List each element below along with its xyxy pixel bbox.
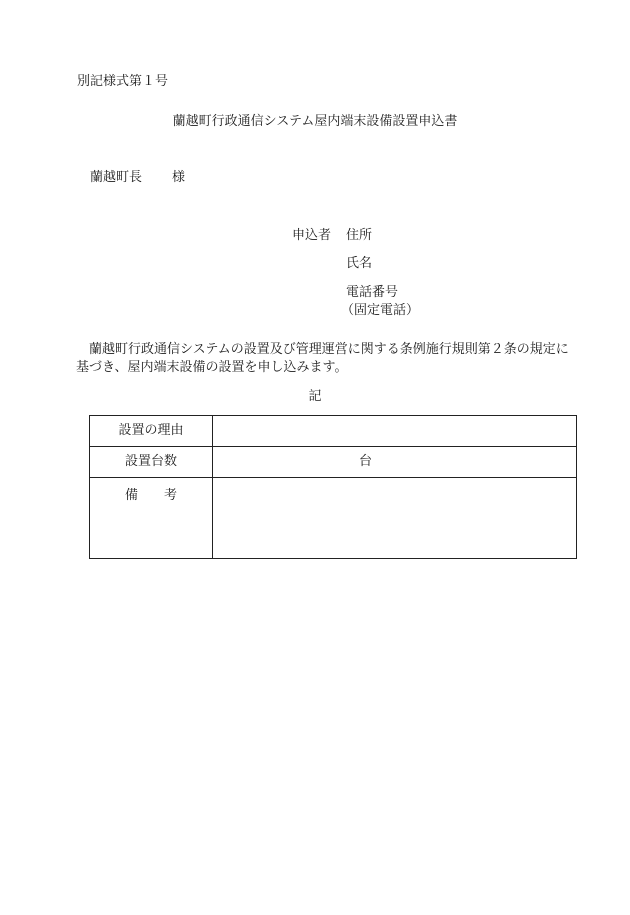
addressee [90, 170, 185, 186]
items-table [89, 415, 577, 559]
addressee-name: 蘭越町長 [90, 170, 143, 185]
phone-note: （固定電話） [341, 303, 420, 318]
document-title: 蘭越町行政通信システム屋内端末設備設置申込書 [172, 114, 458, 129]
phone-label: 電話番号 [346, 285, 399, 300]
remarks-label-char-2: 考 [164, 488, 178, 503]
form-number: 別記様式第１号 [77, 74, 169, 89]
reason-field[interactable] [213, 416, 577, 447]
table-row-count [90, 447, 577, 478]
address-label: 住所 [346, 228, 373, 243]
addressee-honorific: 様 [172, 170, 186, 185]
count-unit: 台 [358, 454, 372, 469]
count-field[interactable] [213, 447, 577, 478]
name-label: 氏名 [346, 256, 373, 271]
body-text: 蘭越町行政通信システムの設置及び管理運営に関する条例施行規則第２条の規定に基づき、屋内端末設備の設置を申し込みます。 [76, 342, 569, 375]
reason-label: 設置の理由 [90, 416, 213, 447]
table-row-remarks [90, 478, 577, 559]
applicant-label: 申込者 [292, 228, 332, 243]
remarks-label-char-1: 備 [124, 488, 138, 503]
ki-label: 記 [308, 389, 322, 404]
table-row-reason [90, 416, 577, 447]
remarks-label [90, 478, 213, 559]
remarks-field[interactable] [213, 478, 577, 559]
count-label: 設置台数 [90, 447, 213, 478]
